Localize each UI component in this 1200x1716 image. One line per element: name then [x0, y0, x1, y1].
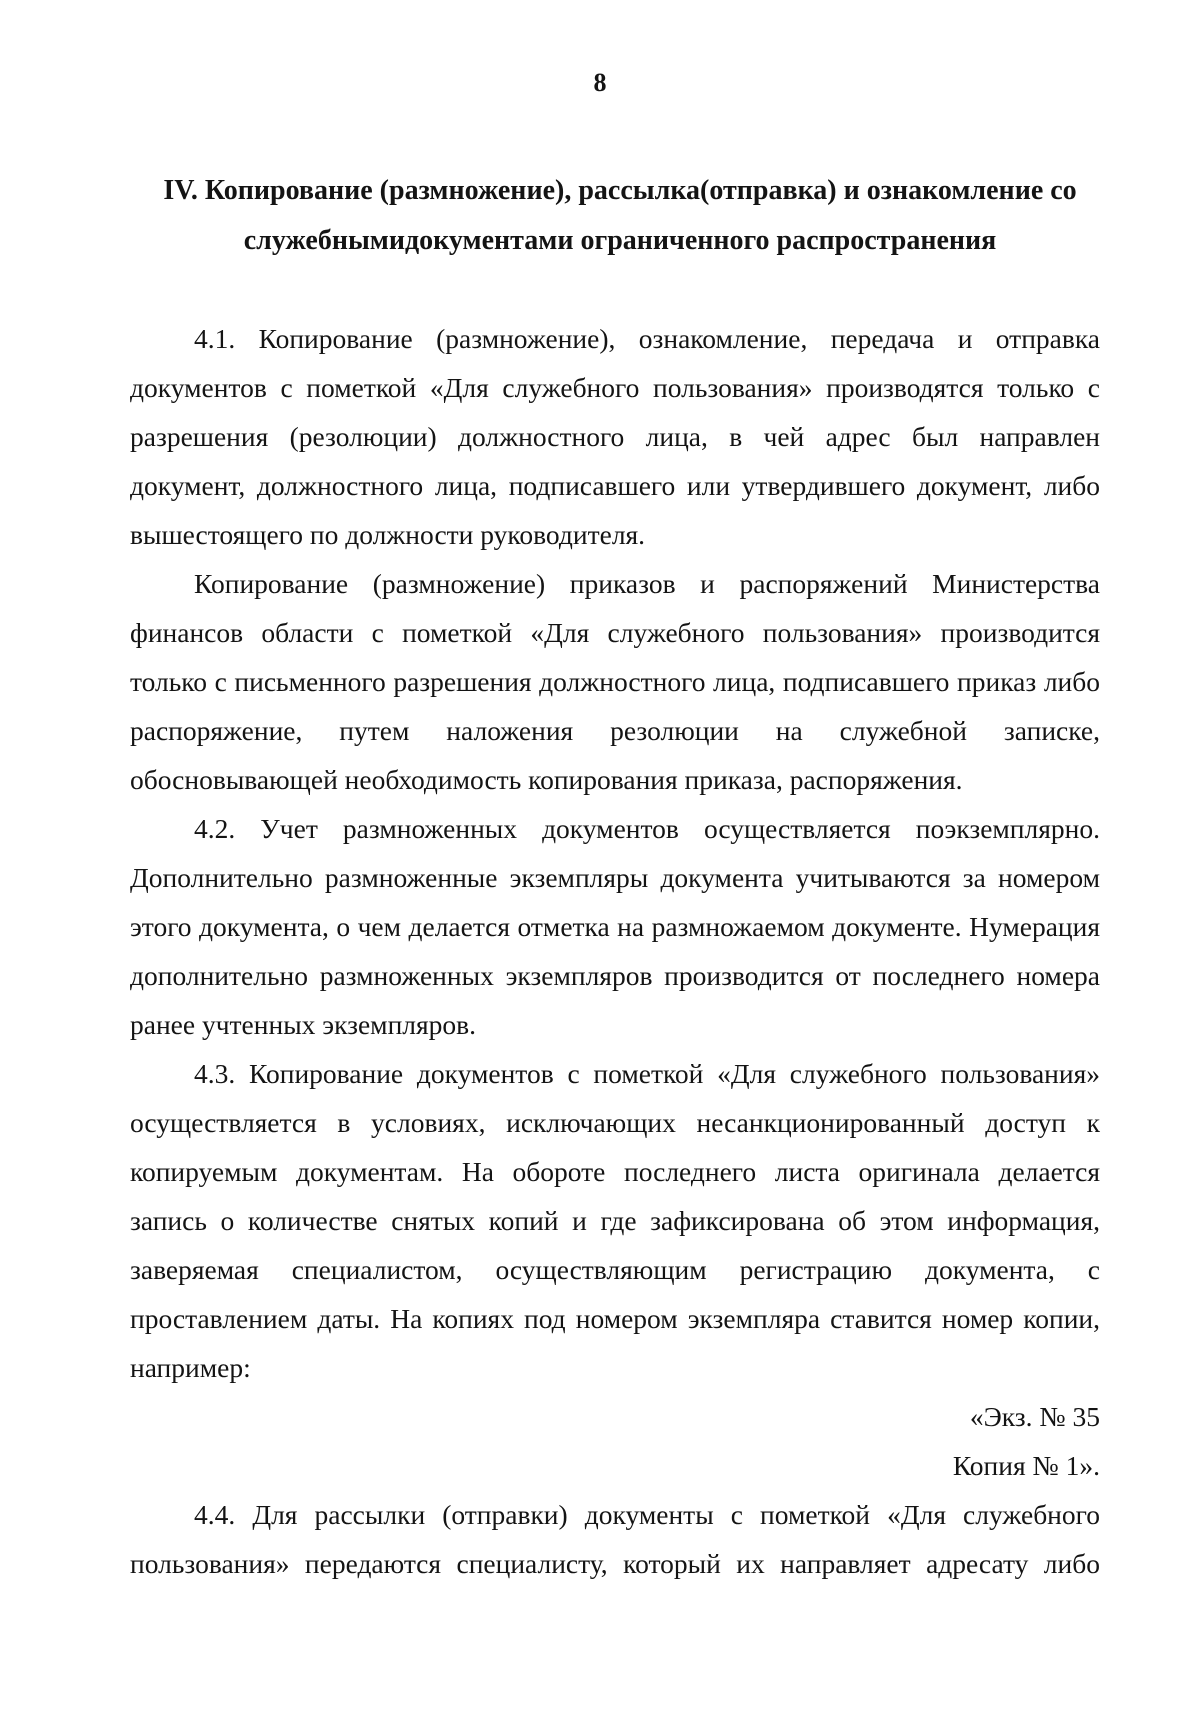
section-heading — [150, 166, 1090, 266]
paragraph-4-2: 4.2. Учет размноженных документов осуществляется поэкземплярно. Дополнительно размноженные экземпляры документа учитываются за номером этого документа, о чем делается отметка на размножаемом документе. Нумерация дополнительно размноженных экземпляров производится от последнего номера ранее учтенных экземпляров. — [130, 813, 1100, 1040]
page-number: 8 — [593, 68, 607, 97]
section-heading-line-1: IV. Копирование (размножение), рассылка(отправка) и ознакомление со — [163, 175, 1077, 206]
paragraph-4-1: 4.1. Копирование (размножение), ознакомление, передача и отправка документов с пометкой «Для служебного пользования» производятся только с разрешения (резолюции) должностного лица, в чей адрес был направлен документ, должностного лица, подписавшего или утвердившего документ, либо вышестоящего по должности руководителя. — [130, 323, 1100, 550]
paragraph-4-1-continued: Копирование (размножение) приказов и распоряжений Министерства финансов области с пометкой «Для служебного пользования» производится только с письменного разрешения должностного лица, подписавшего приказ либо распоряжение, путем наложения резолюции на служебной записке, обосновывающей необходимость копирования приказа, распоряжения. — [130, 568, 1100, 795]
paragraph-4-3: 4.3. Копирование документов с пометкой «Для служебного пользования» осуществляется в условиях, исключающих несанкционированный доступ к копируемым документам. На обороте последнего листа оригинала делается запись о количестве снятых копий и где зафиксирована об этом информация, заверяемая специалистом, осуществляющим регистрацию документа, с проставлением даты. На копиях под номером экземпляра ставится номер копии, например: — [130, 1058, 1100, 1383]
document-body — [130, 314, 1100, 1588]
copy-example-line-1: «Экз. № 35 — [969, 1401, 1100, 1432]
section-heading-line-2: служебнымидокументами ограниченного распространения — [243, 225, 997, 256]
paragraph-4-4: 4.4. Для рассылки (отправки) документы с пометкой «Для служебного пользования» передаются специалисту, который их направляет адресату либо — [130, 1499, 1100, 1579]
copy-example-line-2: Копия № 1». — [952, 1450, 1100, 1481]
